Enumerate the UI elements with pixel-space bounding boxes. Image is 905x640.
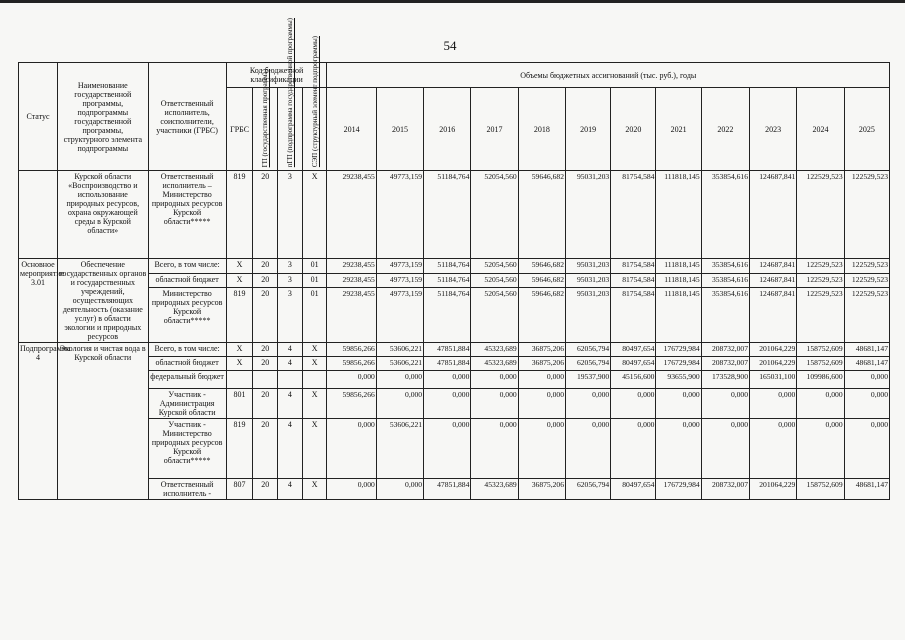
header-row-1 [19, 63, 890, 88]
row-code-pgp: 3 [278, 273, 303, 288]
row-code-gp: 20 [253, 288, 278, 343]
row-value: 158752,609 [797, 343, 844, 357]
row-value: 29238,455 [327, 171, 376, 259]
table-row [19, 259, 890, 274]
row-value: 47851,884 [424, 479, 471, 500]
row-code-gp: 20 [253, 171, 278, 259]
row-name: Экология и чистая вода в Курской области [58, 343, 148, 500]
row-value: 52054,560 [471, 288, 518, 343]
row-value: 111818,145 [656, 259, 701, 274]
row-value: 208732,007 [701, 343, 749, 357]
row-value: 36875,206 [518, 479, 565, 500]
row-value: 111818,145 [656, 273, 701, 288]
row-code-pgp: 4 [278, 343, 303, 357]
row-executor: Всего, в том числе: [148, 259, 226, 274]
header-year: 2020 [611, 88, 656, 171]
row-value: 0,000 [750, 419, 797, 479]
row-value: 353854,616 [701, 273, 749, 288]
row-value: 62056,794 [566, 357, 611, 371]
row-value: 0,000 [844, 419, 889, 479]
row-value: 111818,145 [656, 171, 701, 259]
row-value: 0,000 [376, 479, 423, 500]
row-value: 0,000 [797, 389, 844, 419]
row-value: 0,000 [701, 389, 749, 419]
header-sep: СЭП (структурный элемент подпрограммы) [310, 35, 319, 167]
row-code-pgp: 4 [278, 389, 303, 419]
row-code-sep: Х [302, 419, 327, 479]
row-code-grbs: 819 [226, 419, 253, 479]
header-year: 2022 [701, 88, 749, 171]
row-value: 81754,584 [611, 288, 656, 343]
table-row [19, 171, 890, 259]
row-value: 59646,682 [518, 171, 565, 259]
header-status: Статус [19, 63, 58, 171]
row-value: 81754,584 [611, 259, 656, 274]
row-code-gp: 20 [253, 419, 278, 479]
row-value: 45323,689 [471, 343, 518, 357]
row-code-pgp [278, 371, 303, 389]
row-executor: Ответственный исполнитель - [148, 479, 226, 500]
row-value: 29238,455 [327, 259, 376, 274]
row-value: 124687,841 [750, 288, 797, 343]
row-code-gp: 20 [253, 343, 278, 357]
row-value: 29238,455 [327, 288, 376, 343]
row-value: 47851,884 [424, 357, 471, 371]
row-value: 0,000 [656, 419, 701, 479]
row-code-grbs: 807 [226, 479, 253, 500]
row-value: 93655,900 [656, 371, 701, 389]
row-status [19, 171, 58, 259]
row-value: 49773,159 [376, 259, 423, 274]
row-value: 59856,266 [327, 357, 376, 371]
row-value: 0,000 [424, 419, 471, 479]
row-code-grbs: 801 [226, 389, 253, 419]
table-row [19, 419, 890, 479]
row-executor: Всего, в том числе: [148, 343, 226, 357]
row-value: 0,000 [518, 389, 565, 419]
header-pgp: пГП (подпрограмма государственной программы) [285, 17, 294, 167]
row-code-gp: 20 [253, 273, 278, 288]
row-value: 59646,682 [518, 273, 565, 288]
row-value: 122529,523 [797, 259, 844, 274]
row-value: 52054,560 [471, 273, 518, 288]
row-code-sep: Х [302, 171, 327, 259]
row-value: 124687,841 [750, 171, 797, 259]
row-code-grbs: 819 [226, 288, 253, 343]
header-year: 2014 [327, 88, 376, 171]
row-value: 51184,764 [424, 171, 471, 259]
row-value: 0,000 [656, 389, 701, 419]
row-code-sep: Х [302, 479, 327, 500]
row-value: 0,000 [611, 419, 656, 479]
row-value: 173528,900 [701, 371, 749, 389]
row-value: 36875,206 [518, 343, 565, 357]
table-row [19, 371, 890, 389]
row-name: Обеспечение государственных органов и государственных учреждений, осуществляющих деятельность (оказание услуг) в области экологии и природных ресурсов [59, 260, 147, 341]
row-value: 52054,560 [471, 259, 518, 274]
row-code-gp: 20 [253, 389, 278, 419]
row-value: 29238,455 [327, 273, 376, 288]
row-value: 0,000 [471, 371, 518, 389]
row-code-grbs: Х [226, 343, 253, 357]
row-value: 62056,794 [566, 479, 611, 500]
row-status: Основное мероприятие 3.01 [19, 259, 58, 343]
row-code-sep: 01 [302, 273, 327, 288]
row-value: 0,000 [611, 389, 656, 419]
row-value: 45323,689 [471, 357, 518, 371]
header-year: 2019 [566, 88, 611, 171]
row-value: 49773,159 [376, 171, 423, 259]
row-value: 0,000 [566, 389, 611, 419]
row-value: 0,000 [424, 389, 471, 419]
header-gp: ГП (государственная программа) [261, 68, 270, 167]
row-code-grbs: Х [226, 357, 253, 371]
row-value: 109986,600 [797, 371, 844, 389]
table-row [19, 288, 890, 343]
row-value: 201064,229 [750, 479, 797, 500]
row-value: 52054,560 [471, 171, 518, 259]
row-value: 49773,159 [376, 273, 423, 288]
row-code-gp: 20 [253, 357, 278, 371]
table-row [19, 357, 890, 371]
table-row [19, 343, 890, 357]
row-code-pgp: 4 [278, 479, 303, 500]
row-value: 80497,654 [611, 357, 656, 371]
header-year: 2016 [424, 88, 471, 171]
row-value: 201064,229 [750, 343, 797, 357]
row-value: 53606,221 [376, 419, 423, 479]
header-year: 2025 [844, 88, 889, 171]
header-name: Наименование государственной программы, подпрограммы государственной программы, структурного элемента подпрограммы [58, 63, 148, 171]
row-code-grbs: Х [226, 259, 253, 274]
row-value: 95031,203 [566, 288, 611, 343]
row-value: 19537,900 [566, 371, 611, 389]
row-value: 49773,159 [376, 288, 423, 343]
header-budget-code: Код бюджетной классификации [226, 63, 327, 88]
row-value: 122529,523 [844, 273, 889, 288]
row-value: 122529,523 [797, 288, 844, 343]
header-volumes: Объемы бюджетных ассигнований (тыс. руб.), годы [327, 63, 890, 88]
row-executor: Министерство природных ресурсов Курской области***** [148, 288, 226, 343]
row-value: 0,000 [327, 419, 376, 479]
row-value: 0,000 [471, 419, 518, 479]
row-value: 95031,203 [566, 259, 611, 274]
row-value: 0,000 [376, 389, 423, 419]
row-code-grbs: 819 [226, 171, 253, 259]
table-row [19, 389, 890, 419]
row-value: 208732,007 [701, 479, 749, 500]
row-value: 176729,984 [656, 357, 701, 371]
row-value: 122529,523 [844, 288, 889, 343]
row-value: 47851,884 [424, 343, 471, 357]
row-executor: Ответственный исполнитель – Министерство природных ресурсов Курской области***** [148, 171, 226, 259]
row-value: 353854,616 [701, 288, 749, 343]
row-code-gp [253, 371, 278, 389]
header-year: 2018 [518, 88, 565, 171]
row-executor: областной бюджет [148, 357, 226, 371]
row-code-sep: 01 [302, 288, 327, 343]
header-year: 2021 [656, 88, 701, 171]
row-value: 59646,682 [518, 259, 565, 274]
row-value: 36875,206 [518, 357, 565, 371]
row-value: 59856,266 [327, 343, 376, 357]
row-value: 208732,007 [701, 357, 749, 371]
row-value: 122529,523 [844, 259, 889, 274]
row-code-sep: Х [302, 357, 327, 371]
row-value: 0,000 [376, 371, 423, 389]
row-value: 0,000 [518, 371, 565, 389]
row-value: 122529,523 [797, 273, 844, 288]
row-code-sep [302, 371, 327, 389]
table-row [19, 479, 890, 500]
row-value: 51184,764 [424, 288, 471, 343]
row-value: 48681,147 [844, 479, 889, 500]
row-value: 0,000 [750, 389, 797, 419]
row-value: 59646,682 [518, 288, 565, 343]
row-code-pgp: 4 [278, 357, 303, 371]
row-code-grbs: Х [226, 273, 253, 288]
row-executor: Участник - Администрация Курской области [148, 389, 226, 419]
row-value: 353854,616 [701, 171, 749, 259]
row-value: 81754,584 [611, 273, 656, 288]
header-grbs: ГРБС [226, 88, 253, 171]
row-value: 0,000 [518, 419, 565, 479]
table-body [19, 171, 890, 500]
row-value: 122529,523 [797, 171, 844, 259]
row-value: 0,000 [844, 389, 889, 419]
row-value: 176729,984 [656, 343, 701, 357]
row-value: 124687,841 [750, 259, 797, 274]
row-code-pgp: 3 [278, 288, 303, 343]
row-value: 0,000 [566, 419, 611, 479]
row-value: 0,000 [327, 371, 376, 389]
row-name: Курской области «Воспроизводство и использование природных ресурсов, охрана окружающей среды в Курской области» [58, 171, 148, 259]
row-value: 158752,609 [797, 357, 844, 371]
row-code-gp: 20 [253, 479, 278, 500]
row-value: 201064,229 [750, 357, 797, 371]
row-code-sep: 01 [302, 259, 327, 274]
row-code-pgp: 3 [278, 171, 303, 259]
row-value: 95031,203 [566, 171, 611, 259]
row-value: 80497,654 [611, 479, 656, 500]
row-code-sep: Х [302, 389, 327, 419]
row-value: 59856,266 [327, 389, 376, 419]
scan-top-edge [0, 0, 905, 3]
row-value: 0,000 [327, 479, 376, 500]
header-year: 2015 [376, 88, 423, 171]
row-value: 81754,584 [611, 171, 656, 259]
row-value: 51184,764 [424, 273, 471, 288]
table-row [19, 273, 890, 288]
row-value: 51184,764 [424, 259, 471, 274]
row-value: 95031,203 [566, 273, 611, 288]
header-year: 2017 [471, 88, 518, 171]
row-value: 122529,523 [844, 171, 889, 259]
row-value: 62056,794 [566, 343, 611, 357]
row-code-pgp: 4 [278, 419, 303, 479]
row-value: 165031,100 [750, 371, 797, 389]
row-value: 0,000 [424, 371, 471, 389]
row-value: 176729,984 [656, 479, 701, 500]
row-value: 53606,221 [376, 357, 423, 371]
row-value: 45323,689 [471, 479, 518, 500]
page-number: 54 [443, 38, 457, 53]
row-code-grbs [226, 371, 253, 389]
row-code-pgp: 3 [278, 259, 303, 274]
row-code-sep: Х [302, 343, 327, 357]
row-code-gp: 20 [253, 259, 278, 274]
row-value: 111818,145 [656, 288, 701, 343]
row-value: 53606,221 [376, 343, 423, 357]
row-executor: областной бюджет [148, 273, 226, 288]
row-status: Подпрограмма 4 [19, 343, 58, 500]
row-value: 48681,147 [844, 343, 889, 357]
row-value: 45156,600 [611, 371, 656, 389]
row-executor: федеральный бюджет [148, 371, 226, 389]
row-value: 0,000 [797, 419, 844, 479]
row-value: 0,000 [471, 389, 518, 419]
row-value: 0,000 [701, 419, 749, 479]
row-executor: Участник - Министерство природных ресурсов Курской области***** [148, 419, 226, 479]
row-value: 124687,841 [750, 273, 797, 288]
row-value: 158752,609 [797, 479, 844, 500]
header-executor: Ответственный исполнитель, соисполнители, участники (ГРБС) [148, 63, 226, 171]
row-value: 48681,147 [844, 357, 889, 371]
row-value: 353854,616 [701, 259, 749, 274]
budget-allocation-table [18, 17, 890, 500]
row-value: 0,000 [844, 371, 889, 389]
header-year: 2023 [750, 88, 797, 171]
row-value: 80497,654 [611, 343, 656, 357]
header-year: 2024 [797, 88, 844, 171]
